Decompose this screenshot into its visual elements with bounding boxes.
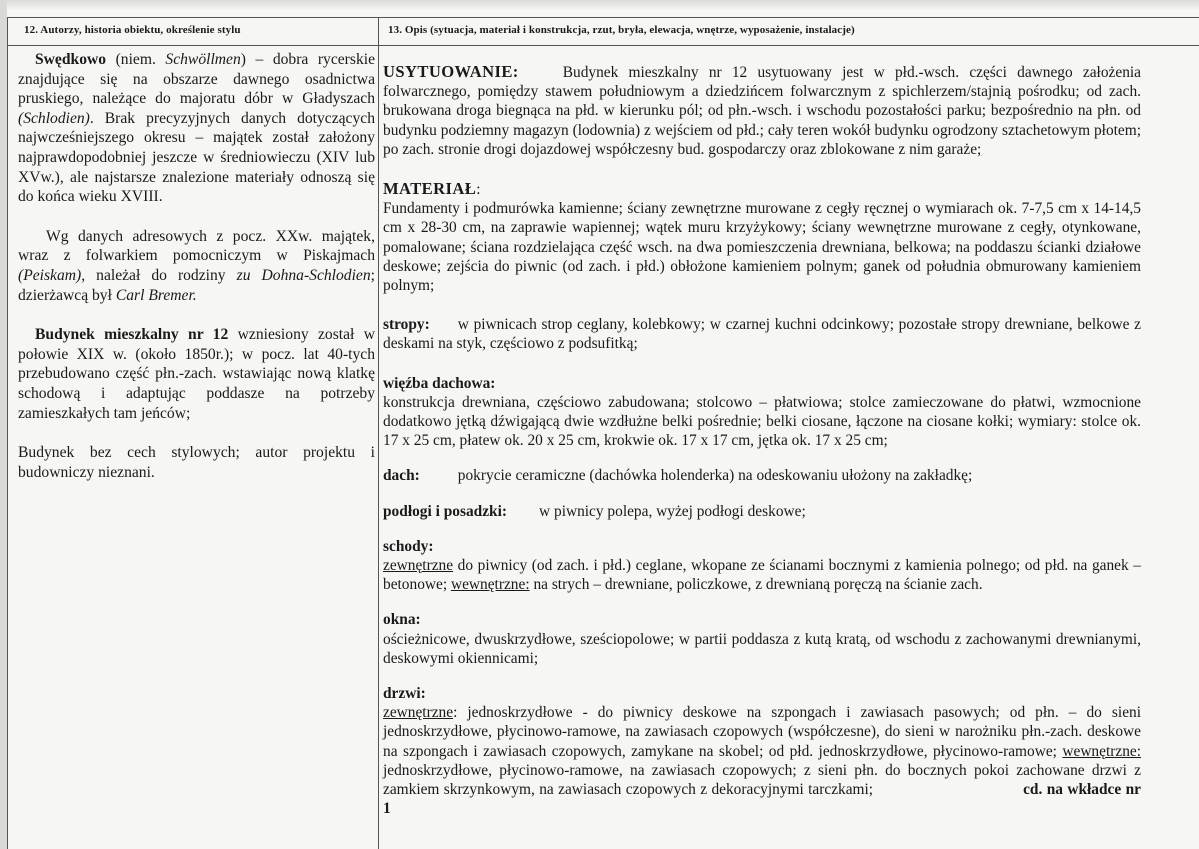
- section-text: ościeżnicowe, dwuskrzydłowe, sześciopolowe; w partii poddasza z kutą kratą, od wschodu z zachowanymi drewnianymi, deskowymi okiennicami;: [383, 630, 1141, 667]
- history-paragraph-swedkowo: [18, 50, 375, 207]
- history-paragraph-building: [18, 325, 375, 423]
- german-name: Schwöllmen: [165, 51, 241, 68]
- text-run: ) – dobra rycerskie znajdujące się na obszarze dawnego osadnictwa pruskiego, należące do majoratu dóbr w Gładyszach: [18, 51, 375, 108]
- section-label: schody:: [383, 537, 434, 555]
- section-wiezba: [383, 374, 1141, 451]
- header-description: 13. Opis (sytuacja, materiał i konstrukcja, rzut, bryła, elewacja, wnętrze, wyposażenie, instalacje): [388, 24, 855, 36]
- section-material: [383, 179, 1141, 295]
- section-text: Budynek mieszkalny nr 12 usytuowany jest w płd.-wsch. części dawnego założenia folwarcznego, pomiędzy stawem południowym a dziedzińcem folwarcznym z spichlerzem/stajnią pośrodku; od zach. brukowana droga biegnąca na płd. w kierunku pól; od płn.-wsch. i wschodu pozostałości parku; bezpośrednio na płn. od budynku podziemny magazyn (lodownia) z wejściem od płd.; cały teren wokół budynku ogrodzony sztachetowym płotem; po zach. stronie drogi dojazdowej współczesny bud. gospodarczy oraz zblokowane z nim garaże: [383, 64, 1141, 158]
- continued-note: cd. na wkładce nr 1: [383, 781, 1142, 818]
- section-label: stropy:: [383, 316, 430, 334]
- subsection-label: wewnętrzne:: [1062, 742, 1141, 760]
- header-bottom-rule: [7, 45, 1199, 46]
- family-name: zu Dohna-Schlodien: [236, 266, 371, 284]
- subsection-label: zewnętrzne: [383, 557, 454, 575]
- text-run: ;: [977, 140, 982, 158]
- left-border: [7, 17, 8, 849]
- german-name: (Schlodien): [18, 109, 90, 127]
- text-run: Wg danych adresowych z pocz. XXw. majątek, wraz z folwarkiem pomocniczym w Piskajmach: [18, 227, 375, 265]
- section-stropy: [383, 315, 1141, 353]
- description-column: [383, 62, 1141, 819]
- header-authors-history: 12. Autorzy, historia obiektu, określenie stylu: [24, 24, 241, 36]
- section-usytuowanie: [383, 62, 1141, 159]
- header-top-rule: [7, 17, 1199, 18]
- estate-name: Swędkowo: [35, 51, 107, 68]
- scan-edge-left: [0, 0, 7, 849]
- column-divider: [378, 17, 379, 849]
- history-column: [18, 50, 375, 482]
- history-paragraph-style: Budynek bez cech stylowych; autor projektu i budowniczy nieznani.: [18, 444, 375, 481]
- text-run: wzniesiony został w połowie XIX w. (około 1850r.); w pocz. lat 40-tych przebudowano część płn.-zach. wstawiając nową klatkę schodową i adaptując poddasze na potrzeby zamieszkałych tam jeńców;: [18, 326, 375, 422]
- text-run: (niem.: [106, 51, 166, 68]
- section-text: do piwnicy (od zach. i płd.) ceglane, wkopane ze ścianami bocznymi z kamienia polnego; od płd. na ganek – betonowe;: [383, 557, 1141, 594]
- text-run: , należał do rodziny: [81, 266, 237, 284]
- subsection-label: wewnętrzne:: [450, 576, 530, 594]
- section-text: na strych – drewniane, policzkowe, z drewnianą poręczą na ścianie zach.: [529, 576, 983, 594]
- history-paragraph-ownership: [18, 227, 375, 305]
- section-text: : jednoskrzydłowe - do piwnicy deskowe na szpongach i zawiasach pasowych; od płn. – do sieni jednoskrzydłowe, płycinowo-ramowe, na zawiasach czopowych (współczesne), do sieni w narożniku płn.-zach. deskowe na szpongach i zawiasach czopowych, zamykane na skobel; od płd. jednoskrzydłowe, płycinowo-ramowe;: [383, 704, 1141, 760]
- building-name: Budynek mieszkalny nr 12: [35, 326, 229, 344]
- section-text: pokrycie ceramiczne (dachówka holenderka) na odeskowaniu ułożony na zakładkę;: [457, 467, 973, 485]
- section-text: konstrukcja drewniana, częściowo zabudowana; stolcowo – płatwiowa; stolce zamieczowane do płatwi, wzmocnione dodatkowo jętką dźwigającą dwie wzdłużne belki pośrednie; belki ciosane, łączone na ciosane kołki; wymiary: stolce ok. 17 x 25 cm, płatew ok. 20 x 25 cm, krokwie ok. 17 x 17 cm, jętka ok. 17 x 25 cm;: [383, 393, 1141, 450]
- section-label: MATERIAŁ: [383, 179, 477, 199]
- section-text: Fundamenty i podmurówka kamienne; ściany zewnętrzne murowane z cegły ręcznej o wymiarach ok. 7-7,5 cm x 14-14,5 cm x 28-30 cm, na zaprawie wapiennej; wątek muru krzyżykowy; ściany wewnętrzne murowane z cegły, otynkowane, pomalowane; ściana rozdzielająca część wsch. na dwa pomieszczenia drewniana, belkowa; na poddaszu ścianki działowe deskowe; zejścia do piwnic (od zach. i płd.) obłożone kamieniem polnym; ganek od południa obmurowany kamieniem polnym;: [383, 200, 1141, 295]
- text-run: ; dzierżawcą był: [18, 266, 375, 304]
- subsection-label: zewnętrzne: [383, 704, 454, 722]
- text-run: . Brak precyzyjnych danych dotyczących najwcześniejszego okresu – majątek został założony najprawdopodobniej jeszcze w średniowieczu (XIV lub XVw.), ale najstarsze znalezione materiały odnoszą się do końca wieku XVIII.: [18, 109, 375, 206]
- section-drzwi: [383, 684, 1141, 818]
- german-name: (Peiskam): [18, 266, 82, 284]
- section-okna: [383, 610, 1141, 668]
- section-label: drzwi:: [383, 685, 426, 703]
- section-label: podłogi i posadzki:: [383, 502, 508, 520]
- section-dach: [383, 466, 1141, 485]
- section-label: dach:: [383, 467, 420, 485]
- tenant-name: Carl Bremer.: [115, 286, 197, 304]
- section-text: jednoskrzydłowe, płycinowo-ramowe, na zawiasach czopowych; z sieni płn. do bocznych pokoi zachowane drzwi z zamkiem skrzynkowym, na zawiasach czopowych z dekoracyjnymi tarczkami;: [383, 761, 1141, 799]
- section-text: w piwnicy polepa, wyżej podłogi deskowe;: [539, 502, 806, 520]
- section-text: w piwnicach strop ceglany, kolebkowy; w czarnej kuchni odcinkowy; pozostałe stropy drewniane, belkowe z deskami na styk, częściowo z podsufitką;: [383, 316, 1141, 353]
- section-schody: [383, 537, 1141, 595]
- section-podlogi: [383, 502, 1141, 521]
- section-label: okna:: [383, 611, 421, 629]
- text-run: :: [476, 181, 481, 199]
- section-label: USYTUOWANIE:: [383, 62, 519, 81]
- section-label: więźba dachowa:: [383, 374, 496, 392]
- scan-edge-top: [0, 0, 1199, 10]
